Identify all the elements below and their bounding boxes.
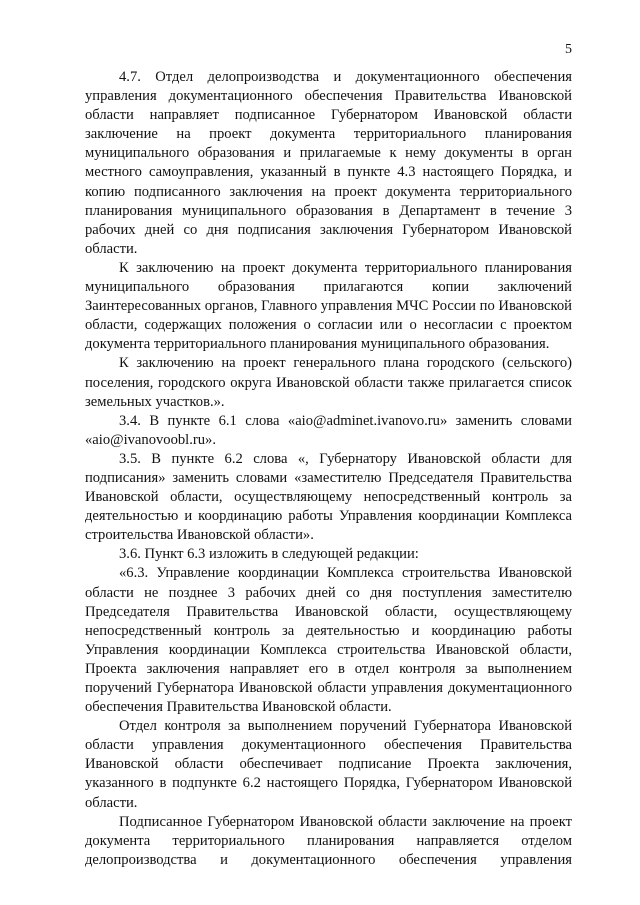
paragraph-3-5: 3.5. В пункте 6.2 слова «, Губернатору Ивановской области для подписания» заменить словами «заместителю Председателя Правительства Ивановской области, осуществляющему непосредственный контроль за деятельностью и координацию работы Управления координации Комплекса строительства Ивановской области». bbox=[85, 450, 572, 544]
paragraph-3-6: 3.6. Пункт 6.3 изложить в следующей редакции: bbox=[119, 546, 419, 563]
page-number: 5 bbox=[565, 42, 572, 57]
paragraph-3-4: 3.4. В пункте 6.1 слова «aio@adminet.ivanovo.ru» заменить словами «aio@ivanovoobl.ru». bbox=[85, 412, 572, 448]
paragraph-control-department: Отдел контроля за выполнением поручений Губернатора Ивановской области управления документационного обеспечения Правительства Ивановской области обеспечивает подписание Проекта заключения, указанного в подпункте 6.2 настоящего Порядка, Губернатором Ивановской области. bbox=[85, 718, 572, 811]
paragraph-4-7: 4.7. Отдел делопроизводства и документационного обеспечения управления документационного обеспечения Правительства Ивановской области направляет подписанное Губернатором Ивановской области заключение на проект документа территориального планирования муниципального образования и прилагаемые к нему документы в орган местного самоуправления, указанный в пункте 4.3 настоящего Порядка, и копию подписанного заключения на проект документа территориального планирования муниципального образования в Департамент в течение 3 рабочих дней со дня подписания заключения Губернатором Ивановской области. bbox=[85, 69, 572, 257]
paragraph-general-plan: К заключению на проект генерального плана городского (сельского) поселения, городского округа Ивановской области также прилагается список земельных участков.». bbox=[85, 355, 572, 410]
paragraph-6-3: «6.3. Управление координации Комплекса строительства Ивановской области не позднее 3 рабочих дней со дня поступления заместителю Председателя Правительства Ивановской области, осуществляющему непосредственный контроль за деятельностью и координацию работы Управления координации Комплекса строительства Ивановской области, Проекта заключения направляет его в отдел контроля за выполнением поручений Губернатора Ивановской области управления документационного обеспечения Правительства Ивановской области. bbox=[85, 565, 572, 716]
paragraph-attachments: К заключению на проект документа территориального планирования муниципального образования прилагаются копии заключений Заинтересованных органов, Главного управления МЧС России по Ивановской области, содержащих положения о согласии или о несогласии с проектом документа территориального планирования муниципального образования. bbox=[85, 259, 572, 353]
paragraph-signed-conclusion: Подписанное Губернатором Ивановской области заключение на проект документа территориального планирования направляется отделом делопроизводства и документационного обеспечения управления bbox=[85, 813, 572, 868]
